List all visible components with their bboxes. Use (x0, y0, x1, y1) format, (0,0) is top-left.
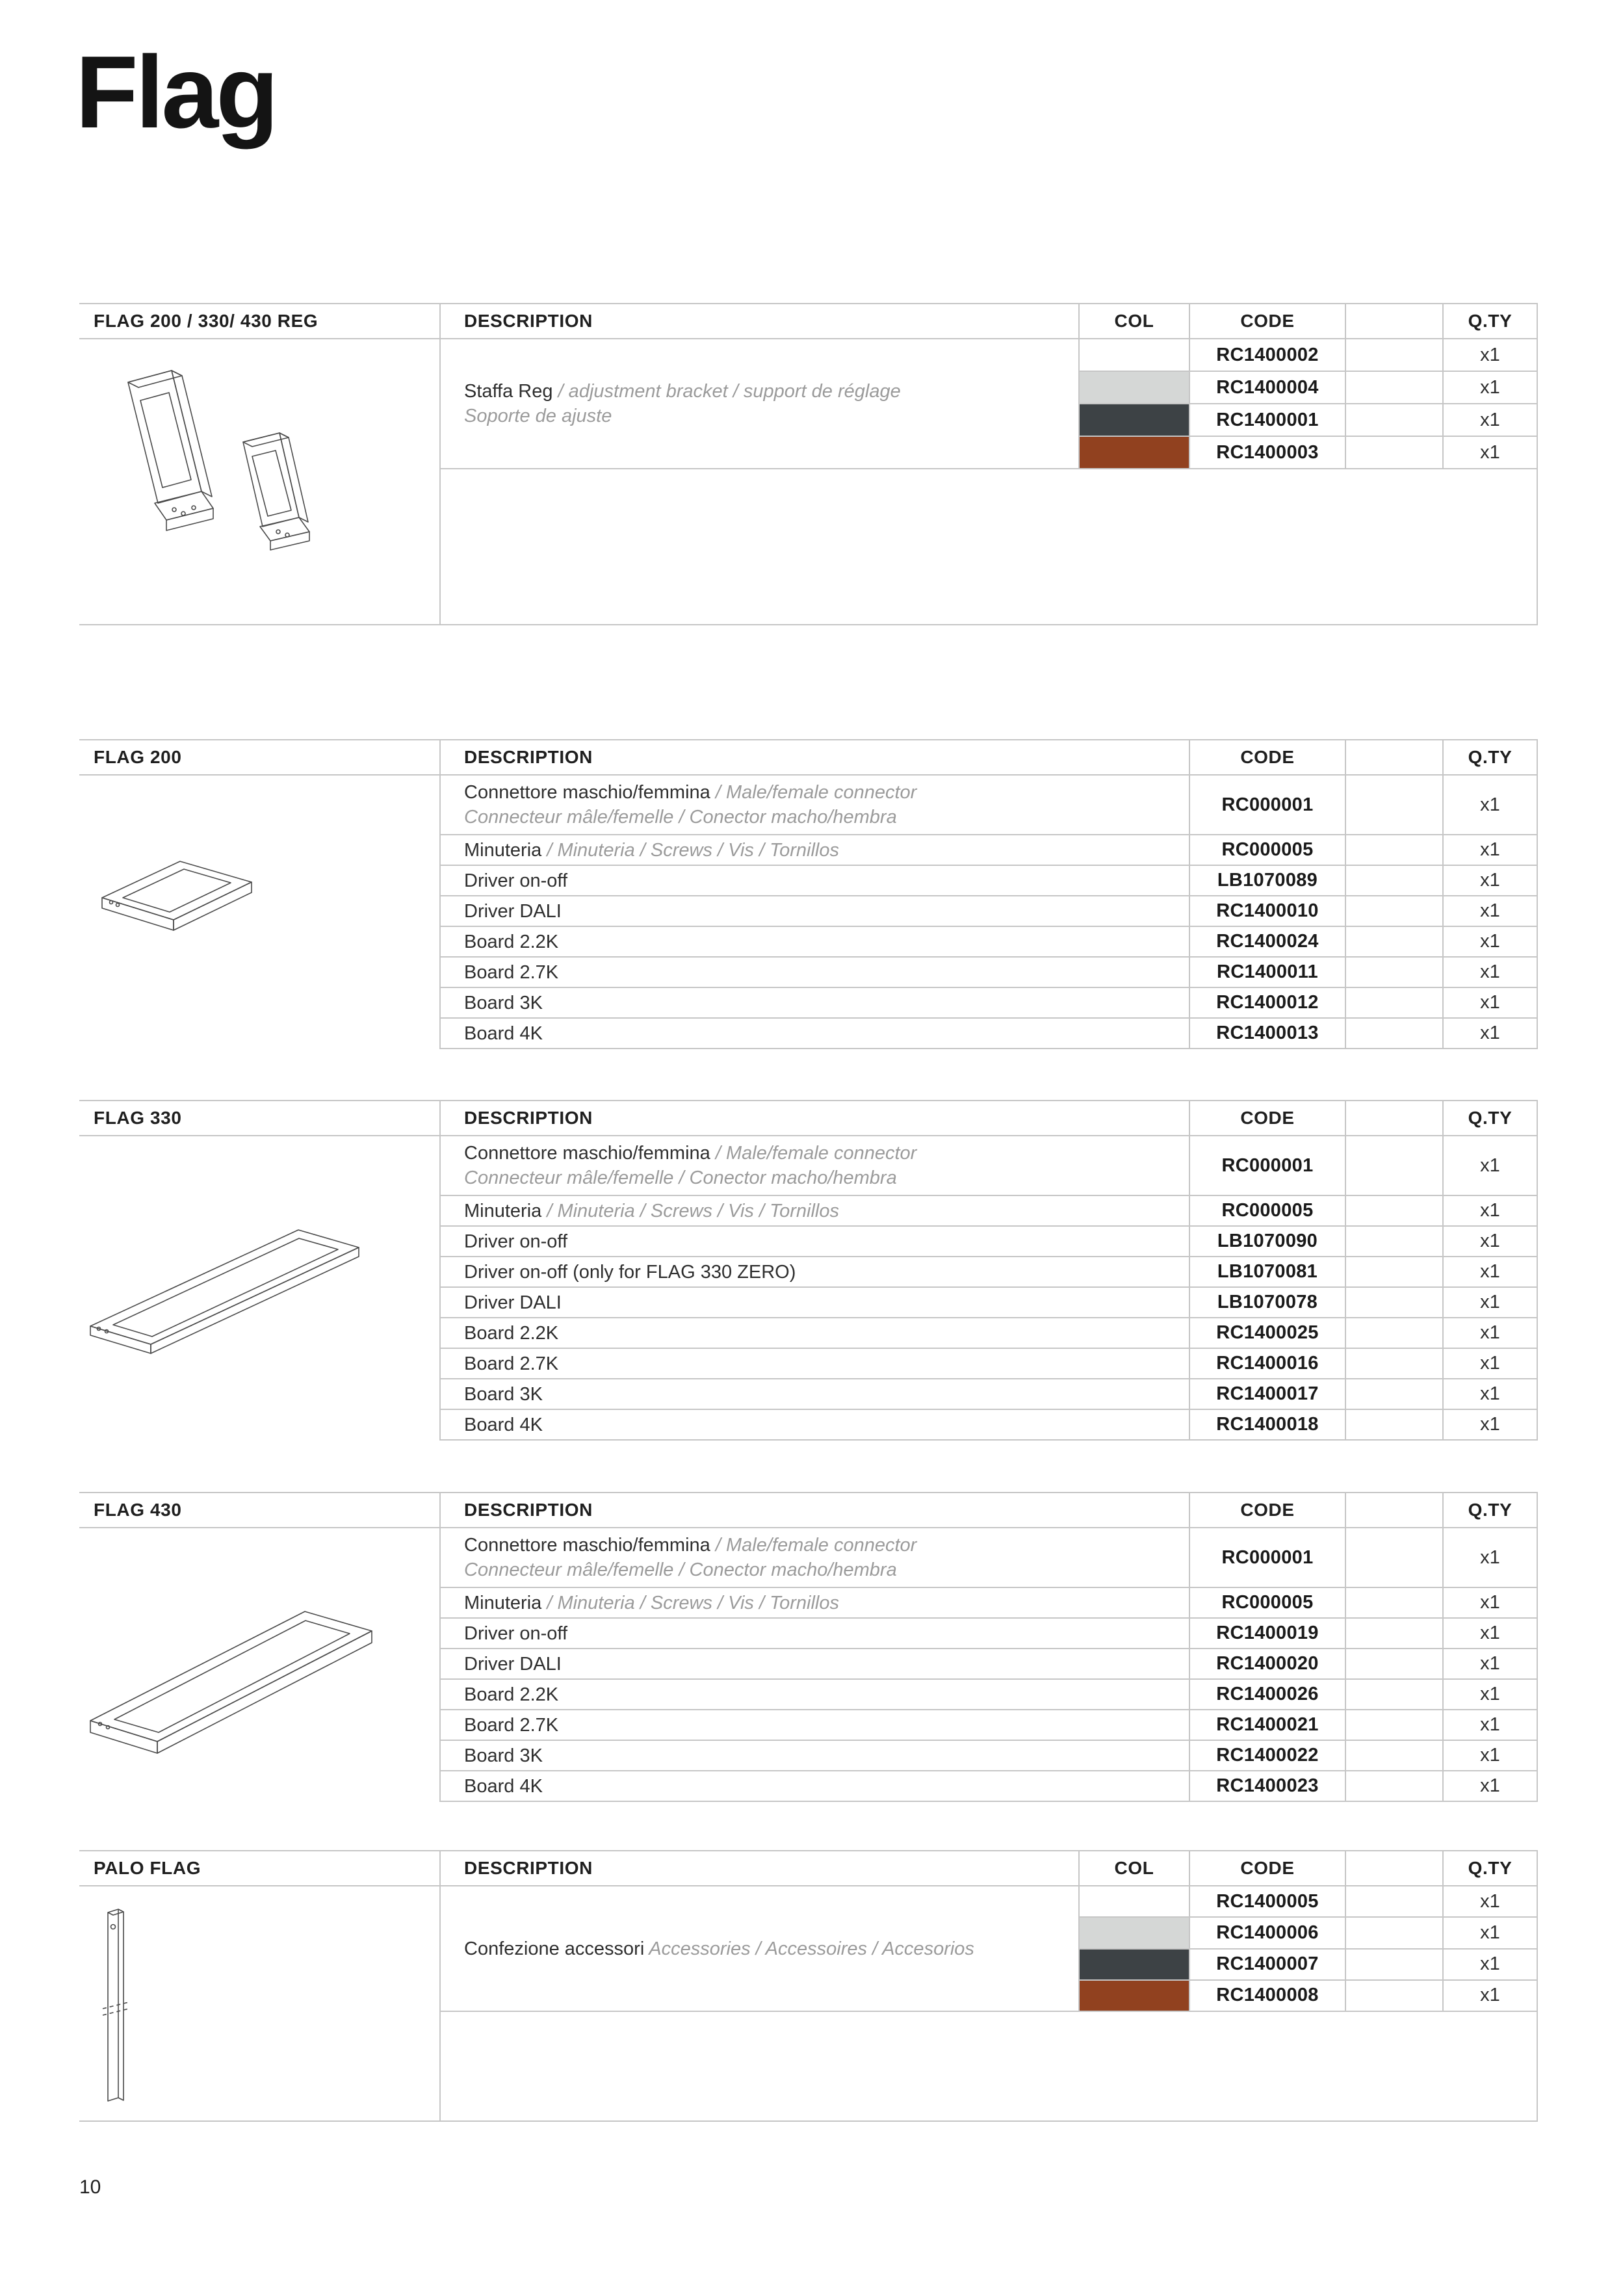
qty-cell: x1 (1443, 1257, 1537, 1287)
palo-flag-drawing (91, 1899, 143, 2120)
spacer-cell (1345, 775, 1443, 835)
col-header-col: COL (1079, 1851, 1189, 1886)
description-text (464, 1621, 1173, 1646)
qty-cell: x1 (1443, 404, 1537, 436)
qty-cell: x1 (1443, 1195, 1537, 1226)
table-row (79, 1136, 1537, 1195)
spacer-cell (1345, 1679, 1443, 1710)
description-translation: / Minuteria / Screws / Vis / Tornillos (541, 839, 839, 861)
spacer-cell (1345, 1287, 1443, 1318)
code-cell: RC1400024 (1189, 926, 1345, 957)
flag-330-drawing (81, 1196, 373, 1372)
table-header-row (79, 304, 1537, 339)
description-cell (440, 1018, 1189, 1049)
code-cell: RC1400021 (1189, 1710, 1345, 1740)
code-cell: RC1400001 (1189, 404, 1345, 436)
spacer-cell (1345, 436, 1443, 469)
description-text (464, 1290, 1173, 1315)
col-header-code: CODE (1189, 304, 1345, 339)
description-main: Connettore maschio/femmina (464, 1535, 710, 1556)
spacer-cell (1345, 1886, 1443, 1917)
description-cell (440, 1710, 1189, 1740)
color-swatch-light_gray (1079, 371, 1189, 404)
spacer-cell (1345, 865, 1443, 896)
spacer-cell (1345, 835, 1443, 865)
code-cell: RC1400002 (1189, 339, 1345, 371)
code-cell: RC1400011 (1189, 957, 1345, 987)
description-translation-line2: Soporte de ajuste (464, 406, 612, 426)
code-cell: RC1400008 (1189, 1980, 1345, 2011)
description-main: Board 4K (464, 1414, 543, 1435)
description-main: Driver DALI (464, 1653, 562, 1675)
col-header-blank (1345, 1851, 1443, 1886)
page-number: 10 (79, 2176, 101, 2198)
description-text (464, 1321, 1173, 1346)
flag-430-illustration (79, 1528, 440, 1801)
code-cell: RC1400025 (1189, 1318, 1345, 1348)
description-cell (440, 896, 1189, 926)
table-row (79, 1886, 1537, 1917)
filler-cell (440, 2011, 1537, 2121)
table-flag-200 (79, 739, 1537, 1049)
col-header-col: COL (1079, 304, 1189, 339)
spacer-cell (1345, 1710, 1443, 1740)
col-header-blank (1345, 304, 1443, 339)
table-row (79, 339, 1537, 371)
qty-cell: x1 (1443, 835, 1537, 865)
table-row (79, 1528, 1537, 1587)
qty-cell: x1 (1443, 1886, 1537, 1917)
table-title-flag-430: FLAG 430 (79, 1493, 440, 1528)
qty-cell: x1 (1443, 1679, 1537, 1710)
description-main: Connettore maschio/femmina (464, 1143, 710, 1164)
spacer-cell (1345, 926, 1443, 957)
description-cell (440, 1618, 1189, 1649)
description-text (464, 1591, 1173, 1615)
description-text (464, 1682, 1173, 1707)
qty-cell: x1 (1443, 1710, 1537, 1740)
spacer-cell (1345, 1195, 1443, 1226)
table-title-palo-flag: PALO FLAG (79, 1851, 440, 1886)
col-header-blank (1345, 740, 1443, 775)
description-text (464, 1021, 1173, 1046)
code-cell: LB1070089 (1189, 865, 1345, 896)
col-header-description: DESCRIPTION (440, 1493, 1189, 1528)
col-header-blank (1345, 1493, 1443, 1528)
qty-cell: x1 (1443, 1740, 1537, 1771)
page-title: Flag (75, 35, 276, 150)
color-swatch-dark_gray (1079, 1949, 1189, 1980)
code-cell: RC1400020 (1189, 1649, 1345, 1679)
qty-cell: x1 (1443, 1409, 1537, 1440)
qty-cell: x1 (1443, 1379, 1537, 1409)
description-cell (440, 1649, 1189, 1679)
description-translation: / Male/female connector (710, 782, 917, 803)
qty-cell: x1 (1443, 957, 1537, 987)
description-translation: / Minuteria / Screws / Vis / Tornillos (541, 1592, 839, 1613)
description-text (464, 379, 1063, 428)
code-cell: RC1400004 (1189, 371, 1345, 404)
description-cell (440, 865, 1189, 896)
qty-cell: x1 (1443, 1018, 1537, 1049)
spacer-cell (1345, 1257, 1443, 1287)
spacer-cell (1345, 1226, 1443, 1257)
qty-cell: x1 (1443, 1318, 1537, 1348)
spacer-cell (1345, 1771, 1443, 1801)
col-header-code: CODE (1189, 1101, 1345, 1136)
qty-cell: x1 (1443, 1136, 1537, 1195)
spacer-cell (1345, 404, 1443, 436)
code-cell: LB1070081 (1189, 1257, 1345, 1287)
description-translation-line2: Connecteur mâle/femelle / Conector macho/hembra (464, 1168, 897, 1188)
description-main: Board 3K (464, 1383, 543, 1405)
description-main: Board 2.7K (464, 961, 559, 983)
code-cell: RC1400005 (1189, 1886, 1345, 1917)
description-text (464, 1351, 1173, 1376)
description-text (464, 838, 1173, 863)
description-main: Board 3K (464, 1745, 543, 1766)
description-main: Driver on-off (464, 1231, 568, 1252)
description-text (464, 1141, 1173, 1190)
spacer-cell (1345, 371, 1443, 404)
qty-cell: x1 (1443, 865, 1537, 896)
description-text (464, 1199, 1173, 1223)
description-main: Board 3K (464, 992, 543, 1013)
description-main: Confezione accessori (464, 1938, 645, 1959)
description-text (464, 1533, 1173, 1582)
code-cell: RC000005 (1189, 1195, 1345, 1226)
spacer-cell (1345, 1318, 1443, 1348)
description-cell (440, 775, 1189, 835)
description-cell (440, 957, 1189, 987)
qty-cell: x1 (1443, 339, 1537, 371)
spacer-cell (1345, 1980, 1443, 2011)
flag-330-illustration (79, 1136, 440, 1440)
description-main: Board 2.2K (464, 931, 559, 952)
col-header-description: DESCRIPTION (440, 304, 1079, 339)
code-cell: RC1400016 (1189, 1348, 1345, 1379)
description-main: Board 4K (464, 1023, 543, 1044)
description-cell (440, 339, 1079, 469)
code-cell: LB1070078 (1189, 1287, 1345, 1318)
description-translation-line2: Connecteur mâle/femelle / Conector macho/hembra (464, 807, 897, 828)
description-main: Board 2.2K (464, 1684, 559, 1705)
table-row (79, 775, 1537, 835)
description-text (464, 1652, 1173, 1676)
color-swatch-dark_gray (1079, 404, 1189, 436)
qty-cell: x1 (1443, 1949, 1537, 1980)
spacer-cell (1345, 896, 1443, 926)
description-cell (440, 1587, 1189, 1618)
code-cell: RC000001 (1189, 1528, 1345, 1587)
table-header-row (79, 1851, 1537, 1886)
description-cell (440, 1679, 1189, 1710)
description-text (464, 1382, 1173, 1407)
col-header-description: DESCRIPTION (440, 740, 1189, 775)
flag-reg-illustration (79, 339, 440, 625)
description-cell (440, 1136, 1189, 1195)
qty-cell: x1 (1443, 1226, 1537, 1257)
description-translation: / Male/female connector (710, 1535, 917, 1556)
description-main: Staffa Reg (464, 381, 553, 402)
code-cell: RC000001 (1189, 1136, 1345, 1195)
description-cell (440, 1348, 1189, 1379)
spacer-cell (1345, 1587, 1443, 1618)
description-cell (440, 926, 1189, 957)
code-cell: RC000005 (1189, 1587, 1345, 1618)
col-header-code: CODE (1189, 1851, 1345, 1886)
flag-reg-drawing (92, 364, 365, 559)
spacer-cell (1345, 1949, 1443, 1980)
description-main: Driver on-off (464, 1623, 568, 1644)
code-cell: RC1400017 (1189, 1379, 1345, 1409)
spacer-cell (1345, 1409, 1443, 1440)
description-text (464, 1413, 1173, 1437)
qty-cell: x1 (1443, 1618, 1537, 1649)
spacer-cell (1345, 339, 1443, 371)
col-header-qty: Q.TY (1443, 304, 1537, 339)
spacer-cell (1345, 1740, 1443, 1771)
description-cell (440, 1740, 1189, 1771)
code-cell: RC1400006 (1189, 1917, 1345, 1948)
description-cell (440, 1257, 1189, 1287)
table-title-flag-200: FLAG 200 (79, 740, 440, 775)
description-cell (440, 1318, 1189, 1348)
table-flag-reg (79, 303, 1537, 625)
qty-cell: x1 (1443, 1980, 1537, 2011)
qty-cell: x1 (1443, 1649, 1537, 1679)
spacer-cell (1345, 1348, 1443, 1379)
spacer-cell (1345, 1618, 1443, 1649)
table-title-flag-330: FLAG 330 (79, 1101, 440, 1136)
description-translation: / adjustment bracket / support de réglage (552, 381, 901, 402)
description-main: Minuteria (464, 1592, 542, 1613)
qty-cell: x1 (1443, 1771, 1537, 1801)
col-header-description: DESCRIPTION (440, 1101, 1189, 1136)
code-cell: RC000005 (1189, 835, 1345, 865)
qty-cell: x1 (1443, 1528, 1537, 1587)
description-text (464, 1937, 1063, 1961)
code-cell: RC1400012 (1189, 987, 1345, 1018)
flag-200-illustration (79, 775, 440, 1049)
description-main: Driver on-off (464, 870, 568, 891)
description-text (464, 1713, 1173, 1738)
color-swatch-white (1079, 1886, 1189, 1917)
description-main: Driver DALI (464, 900, 562, 922)
description-cell (440, 1195, 1189, 1226)
code-cell: RC1400026 (1189, 1679, 1345, 1710)
description-main: Driver on-off (only for FLAG 330 ZERO) (464, 1261, 796, 1283)
color-swatch-rust (1079, 1980, 1189, 2011)
spacer-cell (1345, 1136, 1443, 1195)
spacer-cell (1345, 1018, 1443, 1049)
description-cell (440, 987, 1189, 1018)
table-header-row (79, 1493, 1537, 1528)
code-cell: RC1400023 (1189, 1771, 1345, 1801)
description-main: Driver DALI (464, 1292, 562, 1313)
qty-cell: x1 (1443, 926, 1537, 957)
description-main: Board 4K (464, 1775, 543, 1797)
description-cell (440, 1771, 1189, 1801)
flag-200-drawing (89, 841, 265, 958)
description-main: Minuteria (464, 1200, 542, 1221)
code-cell: RC1400007 (1189, 1949, 1345, 1980)
description-main: Minuteria (464, 839, 542, 861)
description-main: Board 2.2K (464, 1322, 559, 1344)
color-swatch-light_gray (1079, 1917, 1189, 1948)
description-text (464, 930, 1173, 954)
description-translation: Accessories / Accessoires / Accesorios (644, 1938, 974, 1959)
filler-cell (440, 469, 1537, 625)
col-header-qty: Q.TY (1443, 1851, 1537, 1886)
col-header-code: CODE (1189, 740, 1345, 775)
qty-cell: x1 (1443, 896, 1537, 926)
col-header-qty: Q.TY (1443, 1493, 1537, 1528)
description-text (464, 780, 1173, 829)
spacer-cell (1345, 1528, 1443, 1587)
table-header-row (79, 1101, 1537, 1136)
description-translation: / Male/female connector (710, 1143, 917, 1164)
col-header-qty: Q.TY (1443, 740, 1537, 775)
table-flag-430 (79, 1492, 1537, 1802)
description-text (464, 1743, 1173, 1768)
description-main: Board 2.7K (464, 1353, 559, 1374)
description-text (464, 960, 1173, 985)
qty-cell: x1 (1443, 436, 1537, 469)
qty-cell: x1 (1443, 1587, 1537, 1618)
color-swatch-white (1079, 339, 1189, 371)
code-cell: RC1400018 (1189, 1409, 1345, 1440)
description-cell (440, 835, 1189, 865)
description-cell (440, 1886, 1079, 2011)
code-cell: RC1400010 (1189, 896, 1345, 926)
qty-cell: x1 (1443, 1348, 1537, 1379)
qty-cell: x1 (1443, 1917, 1537, 1948)
code-cell: RC1400013 (1189, 1018, 1345, 1049)
description-translation: / Minuteria / Screws / Vis / Tornillos (541, 1200, 839, 1221)
col-header-blank (1345, 1101, 1443, 1136)
description-translation-line2: Connecteur mâle/femelle / Conector macho/hembra (464, 1559, 897, 1580)
description-cell (440, 1528, 1189, 1587)
description-text (464, 899, 1173, 924)
code-cell: LB1070090 (1189, 1226, 1345, 1257)
code-cell: RC000001 (1189, 775, 1345, 835)
description-main: Connettore maschio/femmina (464, 782, 710, 803)
description-text (464, 1774, 1173, 1799)
description-text (464, 868, 1173, 893)
description-text (464, 991, 1173, 1015)
qty-cell: x1 (1443, 371, 1537, 404)
palo-flag-illustration (79, 1886, 440, 2121)
col-header-description: DESCRIPTION (440, 1851, 1079, 1886)
code-cell: RC1400019 (1189, 1618, 1345, 1649)
description-cell (440, 1287, 1189, 1318)
table-palo-flag (79, 1850, 1537, 2122)
description-main: Board 2.7K (464, 1714, 559, 1736)
color-swatch-rust (1079, 436, 1189, 469)
table-title-flag-reg: FLAG 200 / 330/ 430 REG (79, 304, 440, 339)
spacer-cell (1345, 1917, 1443, 1948)
table-flag-330 (79, 1100, 1537, 1441)
flag-430-drawing (81, 1572, 386, 1774)
description-cell (440, 1379, 1189, 1409)
code-cell: RC1400022 (1189, 1740, 1345, 1771)
description-cell (440, 1409, 1189, 1440)
qty-cell: x1 (1443, 1287, 1537, 1318)
spacer-cell (1345, 987, 1443, 1018)
col-header-code: CODE (1189, 1493, 1345, 1528)
qty-cell: x1 (1443, 775, 1537, 835)
spacer-cell (1345, 957, 1443, 987)
description-text (464, 1229, 1173, 1254)
spacer-cell (1345, 1379, 1443, 1409)
table-header-row (79, 740, 1537, 775)
col-header-qty: Q.TY (1443, 1101, 1537, 1136)
qty-cell: x1 (1443, 987, 1537, 1018)
description-cell (440, 1226, 1189, 1257)
code-cell: RC1400003 (1189, 436, 1345, 469)
spacer-cell (1345, 1649, 1443, 1679)
description-text (464, 1260, 1173, 1285)
